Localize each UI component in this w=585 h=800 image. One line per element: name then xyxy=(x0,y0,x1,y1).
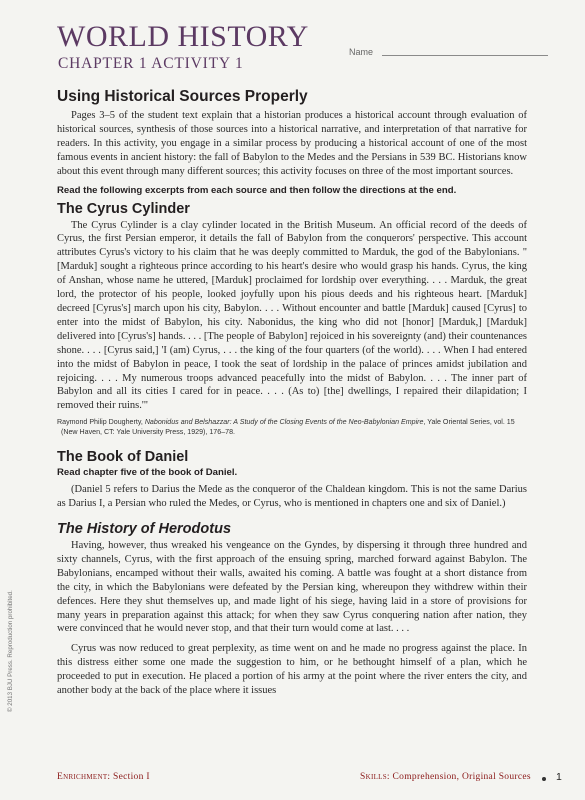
skills-value: Comprehension, Original Sources xyxy=(392,772,531,782)
herodotus-paragraph-2: Cyrus was now reduced to great perplexity, as time went on and he made no progress against the place. In this distress either some one made the suggestion to him, or he bethought himself of a plan, which he proceeded to put in execution. He placed a portion of his army at the point where the river enters the city, and another body at the back of the place where it issues xyxy=(57,643,527,697)
footer-skills xyxy=(360,772,531,782)
reading-instruction: Read the following excerpts from each source and then follow the directions at the end. xyxy=(57,184,457,196)
main-content xyxy=(57,88,527,698)
enrichment-label: Enrichment: xyxy=(57,772,111,782)
cyrus-citation xyxy=(57,417,527,437)
name-label: Name xyxy=(349,47,374,57)
cyrus-cylinder-text: The Cyrus Cylinder is a clay cylinder located in the British Museum. An official record of the deeds of Cyrus, the first Persian emperor, it details the fall of Babylon from the conquerors' perspective. This account attributes Cyrus's victory to his claim that he was deeply committed to Marduk, the god of the Babylonians. "[Marduk] sought a righteous prince according to his heart's desire who would grasp his hands. Cyrus, the king of Anshan, whose name he uttered, [Marduk] proclaimed for lordship over everything. . . . Marduk, the great lord, the protector of his people, looked joyfully upon his pious deeds and his righteous heart. [Marduk] decreed [Cyrus's] march upon his city, Babylon. . . . Without encounter and battle [Marduk] caused [Cyrus] to enter into the midst of Babylon, his city. Nabonidus, the king who did not [honor] [Marduk,] [Marduk] delivered into [Cyrus's] hands. . . . [The people of Babylon] rejoiced in his sovereignty (and) their countenances shone. . . . [Cyrus said,] 'I (am) Cyrus, . . . the king of the four quarters (of the world). . . . When I had entered into the midst of Babylon in peace, I took the seat of lordship in the palace of princes amidst jubilation and rejoicing. . . . My numerous troops advanced peacefully into the midst of Babylon. . . . The inner part of Babylon and all its cities I cared for in peace. . . . (As to) [the] dwellings, I repaired their dilapidation; I removed their ruins.'" xyxy=(57,219,527,412)
herodotus-paragraph-1: Having, however, thus wreaked his vengeance on the Gyndes, by dispersing it through three hundred and sixty channels, Cyrus, with the first approach of the ensuing spring, marched forward against Babylon. The Babylonians, encamped without their walls, awaited his coming. A battle was fought at a short distance from the city, in which the Babylonians were defeated by the Persian king, whereupon they withdrew within their defences. Here they shut themselves up, and made light of his siege, having laid in a store of provisions for many years in preparation against this attack; for when they saw Cyrus conquering nation after nation, they were convinced that he would never stop, and that their turn would come at last. . . . xyxy=(57,540,527,635)
intro-paragraph: Pages 3–5 of the student text explain that a historian produces a historical account through evaluation of historical sources, synthesis of those sources into a historical narrative, and interpretation of that narrative for readers. In this activity, you engage in a similar process by producing a historical account of one of the most famous events in ancient history: the fall of Babylon to the Medes and the Persians in 539 BC. Historians know about this event through many different sources; this activity focuses on three of the most important sources. xyxy=(57,110,527,177)
citation-author: Raymond Philip Dougherty, xyxy=(57,418,143,427)
activity-title: Using Historical Sources Properly xyxy=(57,88,308,105)
page-number: 1 xyxy=(556,771,562,783)
citation-publication: , Yale Oriental Series, vol. 15 (New Haven, CT: Yale University Press, 1929), 176–78. xyxy=(61,418,515,437)
name-field-line[interactable] xyxy=(382,55,548,56)
section-heading-cyrus-cylinder: The Cyrus Cylinder xyxy=(57,200,190,217)
chapter-activity-subtitle: CHAPTER 1 ACTIVITY 1 xyxy=(58,55,244,72)
skills-label: Skills: xyxy=(360,772,390,782)
footer-enrichment xyxy=(57,772,150,782)
section-heading-herodotus: The History of Herodotus xyxy=(57,521,232,538)
citation-title: Nabonidus and Belshazzar: A Study of the Closing Events of the Neo-Babylonian Empire xyxy=(144,418,424,427)
section-heading-book-of-daniel: The Book of Daniel xyxy=(57,449,189,466)
daniel-instruction: Read chapter five of the book of Daniel. xyxy=(57,467,238,479)
copyright-notice: © 2013 BJU Press. Reproduction prohibited. xyxy=(7,590,14,712)
book-title: WORLD HISTORY xyxy=(57,20,309,53)
footer-bullet-icon xyxy=(542,777,546,781)
enrichment-value: Section I xyxy=(113,772,150,782)
daniel-note: (Daniel 5 refers to Darius the Mede as the conqueror of the Chaldean kingdom. This is not the same Darius as Darius I, a Persian who ruled the Medes, or Cyrus, who is mentioned in chapters one and six of Daniel.) xyxy=(57,484,527,510)
